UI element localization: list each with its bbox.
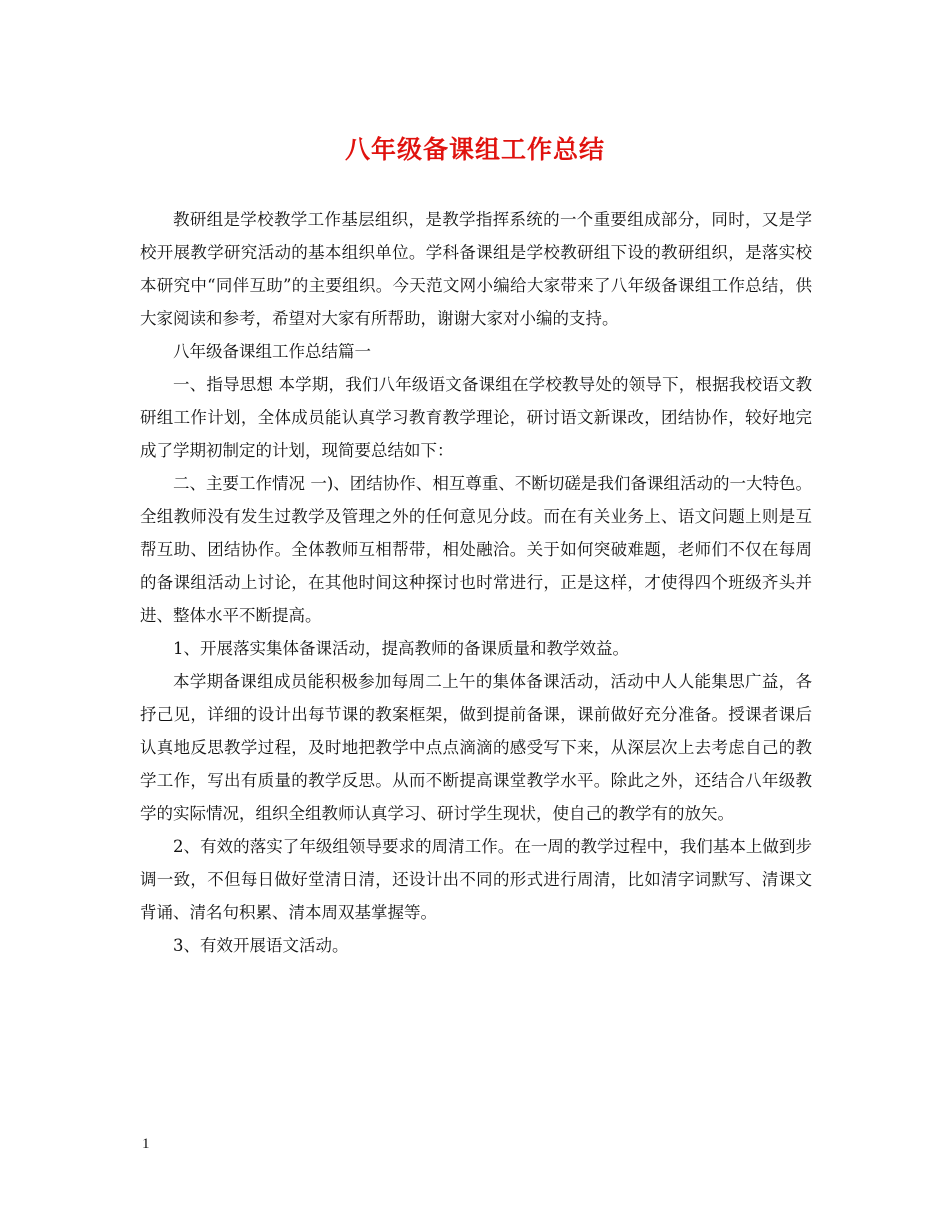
document-body: [140, 203, 812, 962]
paragraph-item-2: 2、有效的落实了年级组领导要求的周清工作。在一周的教学过程中，我们基本上做到步调一致，不但每日做好堂清日清，还设计出不同的形式进行周清，比如清字词默写、清课文背诵、清名句积累、清本周双基掌握等。: [140, 837, 812, 922]
paragraph-item-1-heading: 1、开展落实集体备课活动，提高教师的备课质量和教学效益。: [173, 639, 629, 658]
paragraph-intro: 教研组是学校教学工作基层组织，是教学指挥系统的一个重要组成部分，同时，又是学校开展教学研究活动的基本组织单位。学科备课组是学校教研组下设的教研组织，是落实校本研究中“同伴互助”的主要组织。今天范文网小编给大家带来了八年级备课组工作总结，供大家阅读和参考，希望对大家有所帮助，谢谢大家对小编的支持。: [140, 210, 812, 328]
paragraph-item-1-body: 本学期备课组成员能积极参加每周二上午的集体备课活动，活动中人人能集思广益，各抒己见，详细的设计出每节课的教案框架，做到提前备课，课前做好充分准备。授课者课后认真地反思教学过程，及时地把教学中点点滴滴的感受写下来，从深层次上去考虑自己的教学工作，写出有质量的教学反思。从而不断提高课堂教学水平。除此之外，还结合八年级教学的实际情况，组织全组教师认真学习、研讨学生现状，使自己的教学有的放矢。: [140, 672, 812, 823]
paragraph-guiding-ideology: 一、指导思想 本学期，我们八年级语文备课组在学校教导处的领导下，根据我校语文教研组工作计划，全体成员能认真学习教育教学理论，研讨语文新课改，团结协作，较好地完成了学期初制定的计划，现简要总结如下：: [140, 375, 812, 460]
paragraph-item-3: 3、有效开展语文活动。: [173, 936, 349, 955]
page-number: 1: [142, 1136, 150, 1152]
document-title: 八年级备课组工作总结: [344, 135, 605, 164]
paragraph-section-heading: 八年级备课组工作总结篇一: [173, 342, 371, 361]
paragraph-main-work: 二、主要工作情况 一)、团结协作、相互尊重、不断切磋是我们备课组活动的一大特色。 全组教师没有发生过教学及管理之外的任何意见分歧。而在有关业务上、语文问题上则是互帮互助、团结协作。全体教师互相帮带，相处融洽。关于如何突破难题，老师们不仅在每周的备课组活动上讨论，在其他时间这种探讨也时常进行，正是这样，才使得四个班级齐头并进、整体水平不断提高。: [140, 474, 812, 625]
